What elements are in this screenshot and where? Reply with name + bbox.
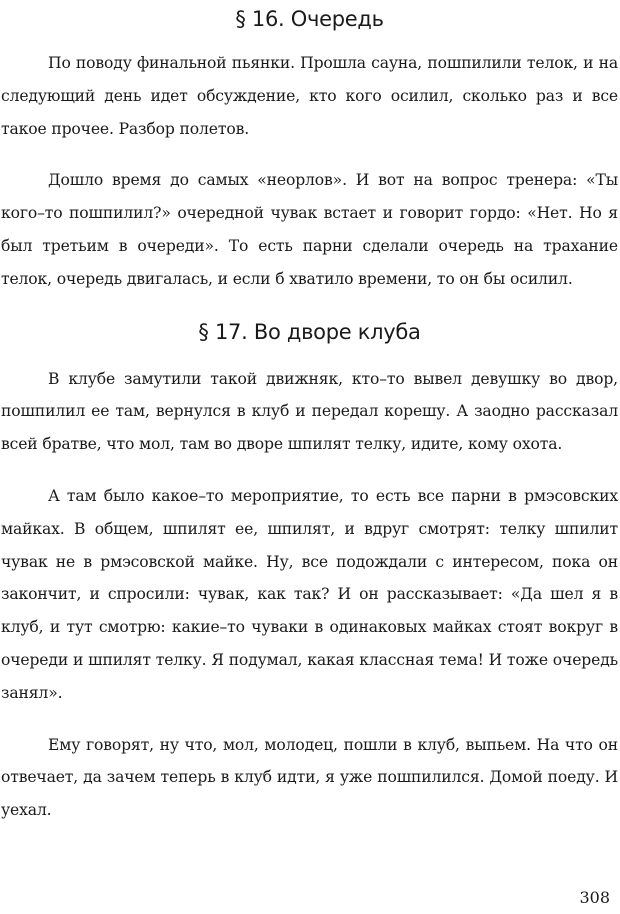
section-heading: § 17. Во дворе клуба	[198, 319, 421, 344]
paragraph: По поводу финальной пьянки. Прошла сауна, пошпилили телок, и на следующий день идет обсуждение, кто кого осилил, сколько раз и все такое прочее. Разбор полетов.	[1, 54, 618, 138]
paragraph: Ему говорят, ну что, мол, молодец, пошли в клуб, выпьем. На что он отвечает, да зачем теперь в клуб идти, я уже пошпилился. Домой поеду. И уехал.	[1, 735, 618, 820]
section-heading: § 16. Очередь	[235, 7, 384, 31]
section-16	[1, 0, 618, 296]
paragraph: В клубе замутили такой движняк, кто–то вывел девушку во двор, пошпилил ее там, вернулся в клуб и передал корешу. А заодно рассказал всей братве, что мол, там во дворе шпилят телку, идите, кому охота.	[1, 369, 618, 454]
paragraph: А там было какое–то мероприятие, то есть все парни в рмэсовских майках. В общем, шпилят ее, шпилят, и вдруг смотрят: телку шпилит чувак не в рмэсовской майке. Ну, все подождали с интересом, пока он закончит, и спросили: чувак, как так? И он рассказывает: «Да шел я в клуб, и тут смотрю: какие–то чуваки в одинаковых майках стоят вокруг в очереди и шпилят телку. Я подумал, какая классная тема! И тоже очередь занял».	[1, 486, 618, 702]
section-17	[1, 317, 618, 827]
page-number: 308	[579, 888, 610, 907]
paragraph: Дошло время до самых «неорлов». И вот на вопрос тренера: «Ты кого–то пошпилил?» очередной чувак встает и говорит гордо: «Нет. Но я был третьим в очереди». То есть парни сделали очередь на трахание телок, очередь двигалась, и если б хватило времени, то он бы осилил.	[1, 171, 618, 288]
